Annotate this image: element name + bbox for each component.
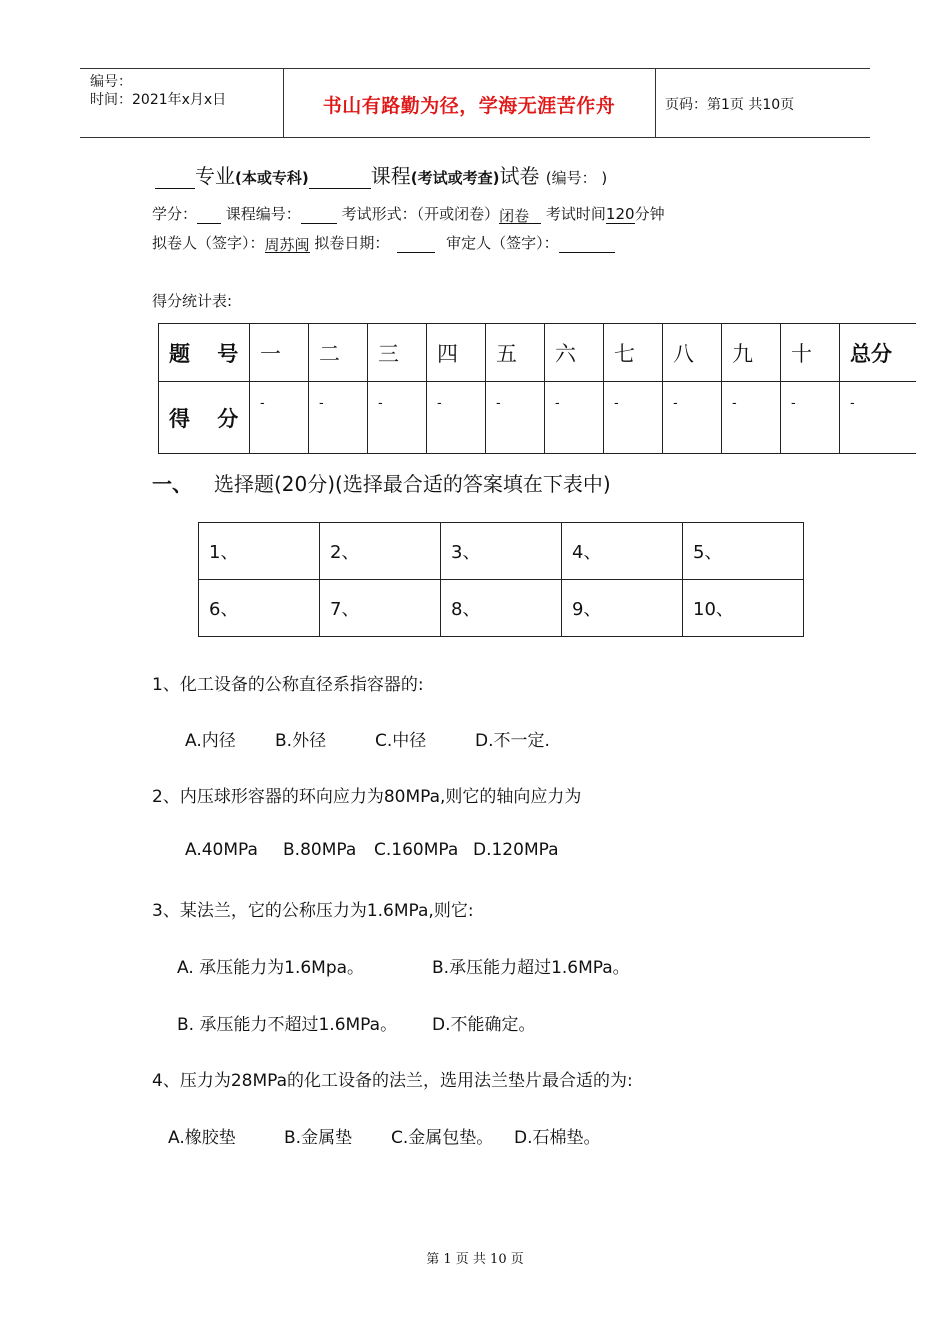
column-head: 四	[427, 324, 486, 382]
score-cell: -	[368, 382, 427, 454]
date-label: 拟卷日期：	[314, 234, 390, 252]
option-d: D.不一定.	[475, 731, 550, 751]
column-head: 一	[250, 324, 309, 382]
blank-line	[529, 205, 541, 224]
column-head: 七	[604, 324, 663, 382]
blank-line	[301, 205, 337, 224]
answer-table	[198, 522, 804, 637]
score-cell: -	[545, 382, 604, 454]
score-value-row	[159, 382, 917, 454]
title-number: (编号： )	[545, 169, 608, 187]
section-number: 一、	[152, 472, 192, 496]
option-b: B.80MPa	[283, 840, 357, 860]
option-d: D.120MPa	[473, 840, 559, 860]
score-cell: -	[781, 382, 840, 454]
total-head: 总分	[840, 324, 917, 382]
blank-line	[309, 170, 371, 189]
score-row-head: 得 分	[159, 382, 250, 454]
score-cell: -	[309, 382, 368, 454]
title-major-note: (本或专科)	[235, 169, 309, 187]
exam-form-value: 闭卷	[499, 207, 530, 225]
answer-cell: 5、	[683, 523, 804, 580]
blank-line	[197, 205, 221, 224]
blank-line	[559, 234, 615, 253]
author-value: 周苏闽	[264, 236, 310, 254]
answer-cell: 4、	[562, 523, 683, 580]
column-head: 三	[368, 324, 427, 382]
option-a: A. 承压能力为1.6Mpa。	[177, 958, 365, 978]
answer-cell: 9、	[562, 580, 683, 637]
section-heading	[152, 468, 611, 497]
exam-title	[155, 160, 607, 189]
answer-cell: 1、	[199, 523, 320, 580]
score-total-cell: -	[840, 382, 917, 454]
option-d: D.不能确定。	[432, 1015, 536, 1035]
title-major: 专业	[195, 164, 235, 188]
question-3: 3、某法兰，它的公称压力为1.6MPa,则它:	[152, 901, 474, 921]
blank-line	[155, 170, 195, 189]
answer-row	[199, 580, 804, 637]
option-c: B. 承压能力不超过1.6MPa。	[177, 1015, 398, 1035]
reviewer-label: 审定人（签字）：	[446, 234, 559, 252]
exam-time-unit: 分钟	[634, 205, 665, 223]
author-label: 拟卷人（签字）：	[152, 234, 265, 252]
option-b: B.承压能力超过1.6MPa。	[432, 958, 630, 978]
score-cell: -	[722, 382, 781, 454]
column-head: 二	[309, 324, 368, 382]
option-c: C.中径	[375, 731, 427, 751]
exam-time-value: 120	[605, 205, 635, 223]
title-course: 课程	[370, 164, 411, 188]
option-b: B.金属垫	[284, 1128, 353, 1148]
answer-cell: 3、	[441, 523, 562, 580]
option-a: A.橡胶垫	[168, 1128, 236, 1148]
header-motto: 书山有路勤为径，学海无涯苦作舟	[322, 95, 616, 117]
answer-cell: 2、	[320, 523, 441, 580]
option-a: A.40MPa	[185, 840, 258, 860]
question-1: 1、化工设备的公称直径系指容器的:	[152, 675, 424, 695]
answer-row	[199, 523, 804, 580]
title-paper: 试卷	[499, 164, 540, 188]
score-cell: -	[427, 382, 486, 454]
score-cell: -	[663, 382, 722, 454]
blank-line	[397, 234, 435, 253]
score-table-caption: 得分统计表:	[152, 292, 233, 310]
exam-info-line1	[152, 203, 665, 224]
score-cell: -	[604, 382, 663, 454]
section-title: 选择题(20分)(选择最合适的答案填在下表中)	[214, 472, 611, 496]
page-header	[80, 68, 870, 138]
column-head: 十	[781, 324, 840, 382]
credit-label: 学分：	[152, 205, 198, 223]
column-head: 八	[663, 324, 722, 382]
column-head: 六	[545, 324, 604, 382]
answer-cell: 8、	[441, 580, 562, 637]
answer-cell: 7、	[320, 580, 441, 637]
exam-info-line2	[152, 232, 615, 253]
question-2: 2、内压球形容器的环向应力为80MPa,则它的轴向应力为	[152, 787, 582, 807]
time-label: 时间：2021年x月x日	[90, 92, 227, 108]
column-head: 九	[722, 324, 781, 382]
exam-form-label: 考试形式：（开或闭卷）	[341, 205, 500, 223]
header-page-info: 页码：第1页 共10页	[665, 97, 795, 113]
course-no-label: 课程编号：	[225, 205, 301, 223]
score-header-row	[159, 324, 917, 382]
option-d: D.石棉垫。	[514, 1128, 601, 1148]
option-c: C.金属包垫。	[391, 1128, 494, 1148]
option-c: C.160MPa	[374, 840, 459, 860]
option-b: B.外径	[275, 731, 327, 751]
answer-cell: 10、	[683, 580, 804, 637]
score-cell: -	[250, 382, 309, 454]
number-label: 编号：	[90, 74, 132, 90]
question-number-head: 题 号	[159, 324, 250, 382]
score-cell: -	[486, 382, 545, 454]
title-course-note: (考试或考查)	[410, 169, 500, 187]
answer-cell: 6、	[199, 580, 320, 637]
page-footer: 第 1 页 共 10 页	[426, 1252, 524, 1267]
exam-time-label: 考试时间	[545, 205, 606, 223]
header-divider	[655, 69, 656, 137]
score-table	[158, 323, 916, 454]
column-head: 五	[486, 324, 545, 382]
option-a: A.内径	[185, 731, 236, 751]
question-4: 4、压力为28MPa的化工设备的法兰，选用法兰垫片最合适的为:	[152, 1071, 633, 1091]
